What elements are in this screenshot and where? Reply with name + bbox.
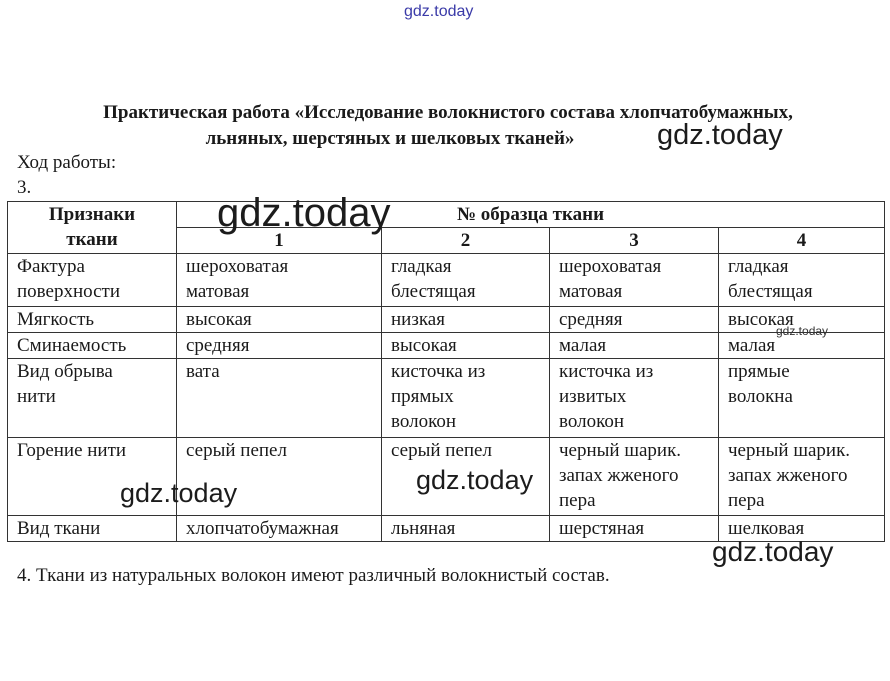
title-line-2: льняных, шерстяных и шелковых тканей»: [205, 128, 575, 149]
watermark-bottom: gdz.today: [712, 536, 834, 567]
value-cell: средняя: [177, 333, 382, 359]
watermark-top: gdz.today: [404, 3, 474, 20]
value-cell: гладкая блестящая: [719, 254, 885, 307]
value-cell: шероховатая матовая: [550, 254, 719, 307]
sample-number: 2: [382, 228, 550, 254]
corner-header-line-2: ткани: [66, 229, 118, 250]
value-cell: серый пепел: [177, 438, 382, 516]
watermark-left: gdz.today: [120, 478, 238, 508]
value-cell: черный шарик. запах жженого пера: [719, 438, 885, 516]
watermark-small: gdz.today: [776, 324, 829, 338]
value-cell: хлопчатобумажная: [177, 516, 382, 542]
corner-header: [8, 202, 177, 254]
attribute-cell: Горение нити: [8, 438, 177, 516]
course-label: Ход работы:: [17, 152, 117, 173]
value-cell: низкая: [382, 307, 550, 333]
title-line-1: Практическая работа «Исследование волокнистого состава хлопчатобумажных,: [103, 102, 793, 123]
value-cell: высокая: [719, 307, 885, 333]
value-cell: высокая: [382, 333, 550, 359]
attribute-cell: Сминаемость: [8, 333, 177, 359]
value-cell: средняя: [550, 307, 719, 333]
value-cell: кисточка из извитых волокон: [550, 359, 719, 438]
value-cell: черный шарик. запах жженого пера: [550, 438, 719, 516]
sample-number: 4: [719, 228, 885, 254]
attribute-cell: Вид обрыва нити: [8, 359, 177, 438]
value-cell: шерстяная: [550, 516, 719, 542]
attribute-cell: Мягкость: [8, 307, 177, 333]
sample-number: 1: [177, 228, 382, 254]
value-cell: льняная: [382, 516, 550, 542]
value-cell: вата: [177, 359, 382, 438]
value-cell: малая: [550, 333, 719, 359]
watermark-middle: gdz.today: [416, 465, 534, 495]
watermark-table: gdz.today: [217, 191, 391, 235]
table-row: [8, 333, 885, 359]
step-number: 3.: [17, 177, 32, 198]
table-row: [8, 307, 885, 333]
value-cell: прямые волокна: [719, 359, 885, 438]
watermark-title: gdz.today: [657, 119, 783, 151]
value-cell: малая: [719, 333, 885, 359]
corner-header-line-1: Признаки: [48, 204, 136, 225]
value-cell: кисточка из прямых волокон: [382, 359, 550, 438]
value-cell: серый пепел: [382, 438, 550, 516]
group-header: № образца ткани: [177, 202, 885, 228]
table-row: [8, 359, 885, 438]
conclusion-text: 4. Ткани из натуральных волокон имеют различный волокнистый состав.: [17, 565, 610, 586]
attribute-cell: Вид ткани: [8, 516, 177, 542]
table-row: [8, 254, 885, 307]
sample-number: 3: [550, 228, 719, 254]
value-cell: шероховатая матовая: [177, 254, 382, 307]
value-cell: гладкая блестящая: [382, 254, 550, 307]
value-cell: высокая: [177, 307, 382, 333]
attribute-cell: Фактура поверхности: [8, 254, 177, 307]
value-cell: шелковая: [719, 516, 885, 542]
